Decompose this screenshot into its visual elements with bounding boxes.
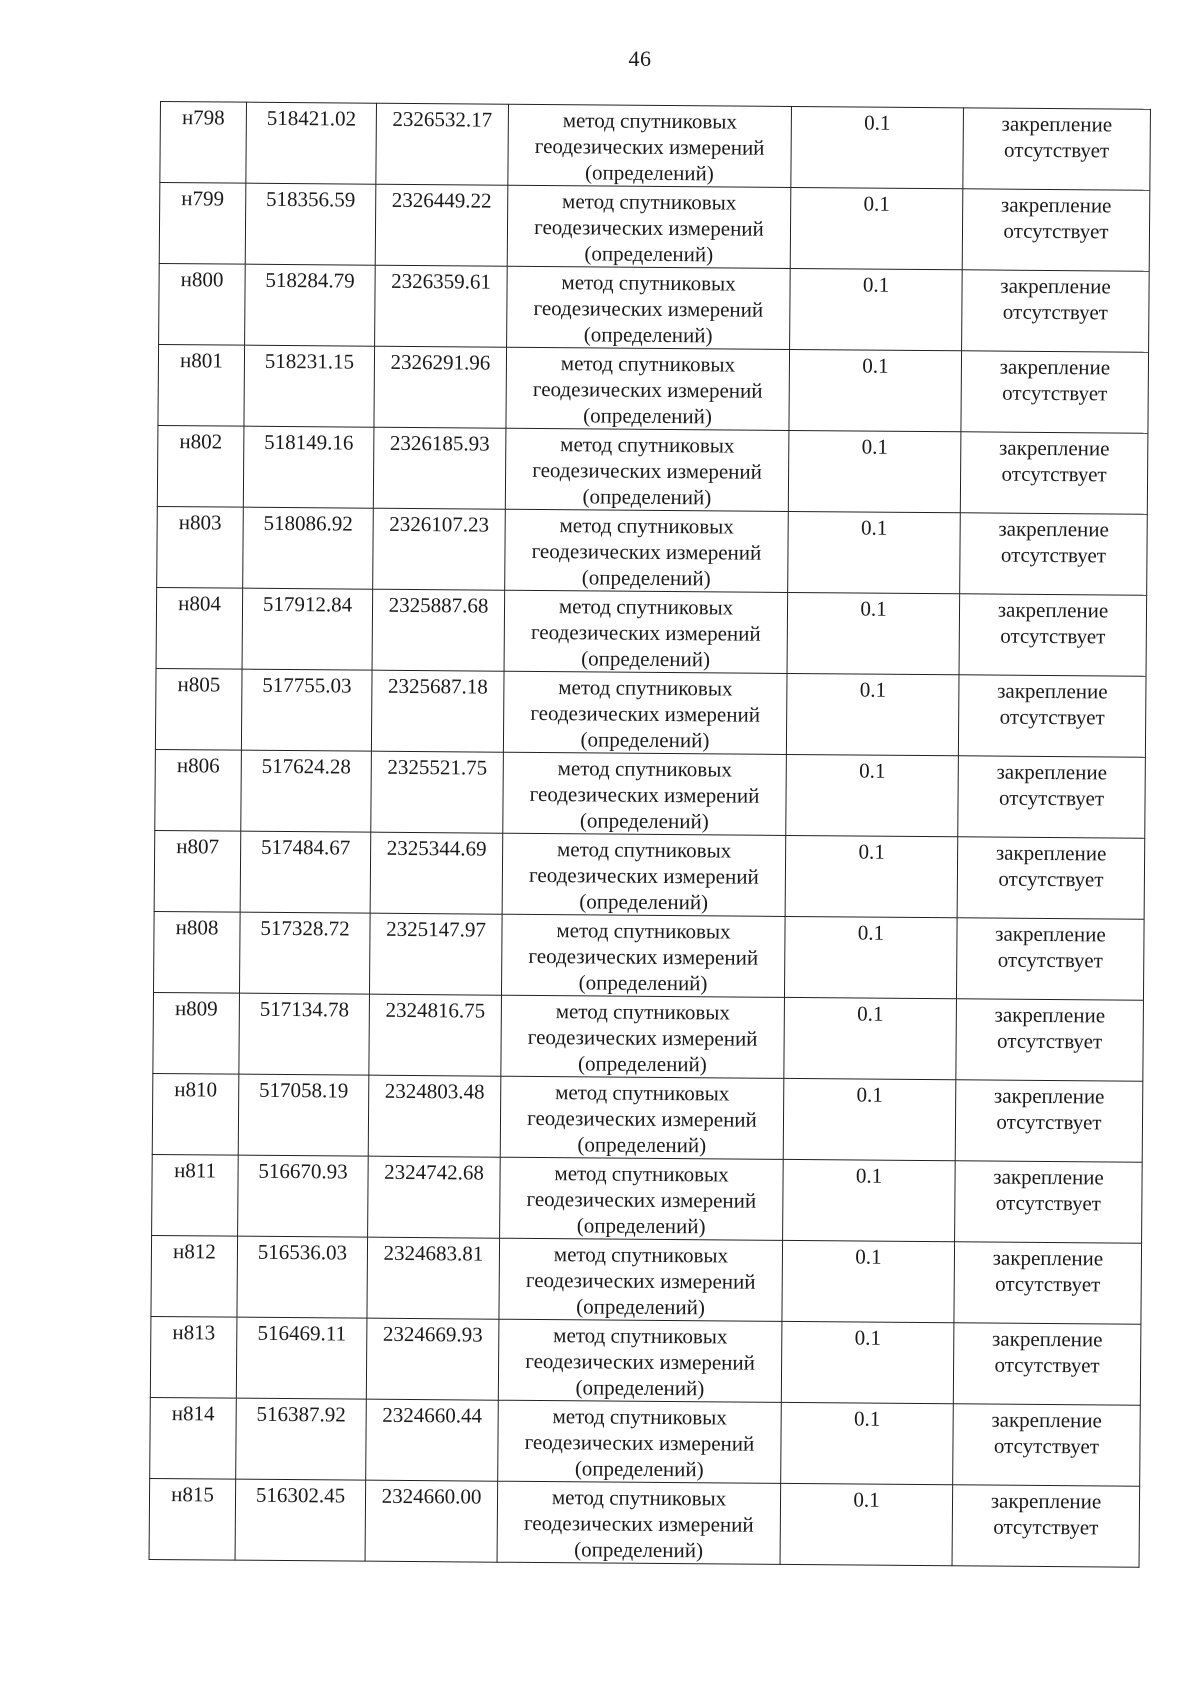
method-line: (определений) xyxy=(576,1294,706,1320)
method-line: геодезических измерений xyxy=(529,781,760,808)
method-line: (определений) xyxy=(579,808,709,834)
method-line: метод спутниковых xyxy=(553,1242,729,1268)
method-line: метод спутниковых xyxy=(556,837,732,863)
fixing-line: закрепление xyxy=(990,1488,1102,1514)
method-line: метод спутниковых xyxy=(556,918,731,944)
method-line: метод спутниковых xyxy=(555,1080,730,1106)
method-cell xyxy=(498,1400,782,1483)
method-cell xyxy=(505,509,789,592)
method-line: (определений) xyxy=(581,646,711,672)
fixing-line: отсутствует xyxy=(995,1271,1101,1297)
x-coordinate-cell: 518086.92 xyxy=(243,507,374,589)
x-coordinate-cell: 516302.45 xyxy=(235,1479,366,1561)
fixing-cell xyxy=(958,756,1146,838)
method-line: геодезических измерений xyxy=(526,1186,757,1213)
point-id-cell: н800 xyxy=(159,263,246,345)
method-line: геодезических измерений xyxy=(524,1429,755,1456)
fixing-cell xyxy=(955,1080,1143,1162)
method-line: геодезических измерений xyxy=(534,133,765,160)
table-row xyxy=(150,1397,1141,1486)
method-line: геодезических измерений xyxy=(527,1105,757,1132)
x-coordinate-cell: 518356.59 xyxy=(245,183,376,265)
fixing-line: отсутствует xyxy=(1002,299,1108,325)
point-id-cell: н813 xyxy=(150,1316,237,1398)
accuracy-cell: 0.1 xyxy=(790,268,963,350)
accuracy-cell: 0.1 xyxy=(780,1483,953,1565)
y-coordinate-cell: 2325147.97 xyxy=(369,913,502,995)
x-coordinate-cell: 516469.11 xyxy=(236,1317,367,1399)
y-coordinate-cell: 2326185.93 xyxy=(373,427,506,509)
table-row xyxy=(152,1154,1143,1243)
method-line: (определений) xyxy=(577,1051,707,1077)
table-row xyxy=(150,1316,1141,1405)
table-row xyxy=(158,344,1149,433)
x-coordinate-cell: 518149.16 xyxy=(243,426,374,508)
point-id-cell: н805 xyxy=(155,668,242,750)
fixing-line: закрепление xyxy=(993,1083,1105,1109)
method-line: геодезических измерений xyxy=(531,538,762,565)
point-id-cell: н808 xyxy=(153,911,240,993)
method-line: (определений) xyxy=(579,889,709,915)
method-line: метод спутниковых xyxy=(554,1161,729,1187)
method-line: (определений) xyxy=(574,1537,704,1563)
y-coordinate-cell: 2324816.75 xyxy=(369,994,502,1076)
y-coordinate-cell: 2325344.69 xyxy=(370,832,503,914)
method-line: (определений) xyxy=(581,565,711,591)
fixing-line: отсутствует xyxy=(1000,542,1107,568)
method-line: геодезических измерений xyxy=(529,862,759,889)
coordinates-table xyxy=(149,101,1151,1568)
method-cell xyxy=(502,833,786,916)
fixing-cell xyxy=(958,675,1146,757)
method-line: геодезических измерений xyxy=(534,214,764,241)
table-row xyxy=(156,587,1147,676)
table-row xyxy=(157,506,1148,595)
method-line: геодезических измерений xyxy=(525,1348,756,1375)
table-body xyxy=(149,102,1150,1568)
fixing-cell xyxy=(954,1242,1142,1324)
fixing-line: закрепление xyxy=(995,840,1107,866)
table-row xyxy=(160,102,1151,191)
point-id-cell: н814 xyxy=(150,1397,237,1479)
method-cell xyxy=(506,347,790,430)
y-coordinate-cell: 2325887.68 xyxy=(372,589,505,671)
point-id-cell: н807 xyxy=(154,830,241,912)
fixing-line: закрепление xyxy=(999,354,1111,380)
method-line: геодезических измерений xyxy=(530,619,761,646)
fixing-cell xyxy=(959,594,1147,676)
fixing-line: отсутствует xyxy=(994,1352,1100,1378)
method-line: геодезических измерений xyxy=(528,943,759,970)
fixing-line: отсутствует xyxy=(999,704,1105,730)
method-line: геодезических измерений xyxy=(530,700,761,727)
method-line: геодезических измерений xyxy=(532,457,763,484)
method-line: метод спутниковых xyxy=(553,1323,728,1349)
fixing-cell xyxy=(957,837,1145,919)
accuracy-cell: 0.1 xyxy=(785,835,958,917)
table-row xyxy=(159,183,1150,272)
method-cell xyxy=(505,428,789,511)
accuracy-cell: 0.1 xyxy=(783,1159,956,1241)
fixing-line: закрепление xyxy=(992,1245,1104,1271)
accuracy-cell: 0.1 xyxy=(788,430,961,512)
accuracy-cell: 0.1 xyxy=(783,1078,956,1160)
y-coordinate-cell: 2324742.68 xyxy=(368,1156,501,1238)
fixing-line: закрепление xyxy=(996,759,1108,785)
fixing-cell xyxy=(956,918,1144,1000)
x-coordinate-cell: 517484.67 xyxy=(240,831,371,913)
fixing-line: отсутствует xyxy=(1004,137,1110,163)
method-line: геодезических измерений xyxy=(525,1267,756,1294)
page-number: 46 xyxy=(628,46,652,71)
accuracy-cell: 0.1 xyxy=(791,106,964,188)
method-cell xyxy=(508,104,792,187)
accuracy-cell: 0.1 xyxy=(782,1240,955,1322)
method-line: метод спутниковых xyxy=(560,432,735,458)
fixing-line: закрепление xyxy=(997,597,1109,623)
y-coordinate-cell: 2324669.93 xyxy=(366,1318,499,1400)
method-cell xyxy=(504,590,788,673)
method-line: метод спутниковых xyxy=(560,351,736,377)
accuracy-cell: 0.1 xyxy=(786,754,959,836)
x-coordinate-cell: 518284.79 xyxy=(245,264,376,346)
fixing-cell xyxy=(961,351,1149,433)
method-line: (определений) xyxy=(574,1456,704,1482)
table-row xyxy=(152,1073,1143,1162)
table-row xyxy=(153,911,1144,1000)
method-line: метод спутниковых xyxy=(559,513,734,539)
fixing-line: отсутствует xyxy=(997,947,1103,973)
y-coordinate-cell: 2324660.44 xyxy=(366,1399,499,1481)
fixing-cell xyxy=(956,999,1144,1081)
fixing-line: закрепление xyxy=(1000,273,1111,299)
method-line: метод спутниковых xyxy=(551,1485,727,1511)
accuracy-cell: 0.1 xyxy=(790,187,963,269)
method-line: геодезических измерений xyxy=(533,295,764,322)
fixing-line: отсутствует xyxy=(1002,380,1108,406)
accuracy-cell: 0.1 xyxy=(784,916,957,998)
method-cell xyxy=(497,1481,781,1564)
table-row xyxy=(149,1478,1140,1567)
fixing-cell xyxy=(960,432,1148,514)
y-coordinate-cell: 2326107.23 xyxy=(373,508,506,590)
point-id-cell: н799 xyxy=(159,183,246,265)
y-coordinate-cell: 2325687.18 xyxy=(371,670,504,752)
table-row xyxy=(157,425,1148,514)
y-coordinate-cell: 2325521.75 xyxy=(371,751,504,833)
method-line: метод спутниковых xyxy=(558,594,734,620)
point-id-cell: н798 xyxy=(160,102,247,184)
accuracy-cell: 0.1 xyxy=(788,511,961,593)
fixing-line: закрепление xyxy=(994,1002,1106,1028)
fixing-line: отсутствует xyxy=(993,1433,1100,1459)
table-row xyxy=(159,263,1150,352)
y-coordinate-cell: 2324803.48 xyxy=(368,1075,501,1157)
method-cell xyxy=(503,671,787,754)
table-row xyxy=(153,992,1144,1081)
accuracy-cell: 0.1 xyxy=(781,1321,954,1403)
method-line: (определений) xyxy=(584,160,714,186)
fixing-line: закрепление xyxy=(995,921,1106,947)
point-id-cell: н812 xyxy=(151,1235,238,1317)
fixing-line: отсутствует xyxy=(1003,218,1109,244)
fixing-line: отсутствует xyxy=(998,866,1104,892)
fixing-line: отсутствует xyxy=(996,1109,1102,1135)
method-line: (определений) xyxy=(582,484,712,510)
fixing-line: закрепление xyxy=(997,678,1108,704)
method-line: геодезических измерений xyxy=(532,376,763,403)
x-coordinate-cell: 516536.03 xyxy=(237,1236,368,1318)
y-coordinate-cell: 2326532.17 xyxy=(376,103,509,185)
fixing-line: отсутствует xyxy=(1001,461,1107,487)
fixing-line: закрепление xyxy=(991,1326,1103,1352)
method-line: геодезических измерений xyxy=(527,1024,758,1051)
accuracy-cell: 0.1 xyxy=(781,1402,954,1484)
method-line: (определений) xyxy=(578,970,708,996)
method-line: (определений) xyxy=(583,322,713,348)
method-cell xyxy=(499,1238,783,1321)
point-id-cell: н815 xyxy=(149,1478,236,1560)
point-id-cell: н804 xyxy=(156,587,243,669)
fixing-cell xyxy=(955,1161,1143,1243)
point-id-cell: н802 xyxy=(157,425,244,507)
fixing-cell xyxy=(962,270,1150,352)
point-id-cell: н806 xyxy=(155,749,242,831)
method-line: метод спутниковых xyxy=(555,999,731,1025)
method-line: (определений) xyxy=(584,241,714,267)
x-coordinate-cell: 518231.15 xyxy=(244,345,375,427)
point-id-cell: н810 xyxy=(152,1073,239,1155)
accuracy-cell: 0.1 xyxy=(784,997,957,1079)
accuracy-cell: 0.1 xyxy=(789,349,962,431)
x-coordinate-cell: 517624.28 xyxy=(241,750,372,832)
fixing-line: отсутствует xyxy=(995,1190,1101,1216)
method-cell xyxy=(503,752,787,835)
table-row xyxy=(155,668,1146,757)
fixing-line: закрепление xyxy=(991,1407,1102,1433)
x-coordinate-cell: 517134.78 xyxy=(239,993,370,1075)
x-coordinate-cell: 517328.72 xyxy=(239,912,370,994)
point-id-cell: н809 xyxy=(153,992,240,1074)
method-line: (определений) xyxy=(583,403,713,429)
fixing-line: закрепление xyxy=(1000,192,1112,218)
table-row xyxy=(151,1235,1142,1324)
y-coordinate-cell: 2324660.00 xyxy=(365,1480,498,1562)
fixing-line: закрепление xyxy=(1001,111,1113,137)
point-id-cell: н801 xyxy=(158,344,245,426)
method-line: метод спутниковых xyxy=(552,1404,727,1430)
y-coordinate-cell: 2326449.22 xyxy=(375,184,508,266)
accuracy-cell: 0.1 xyxy=(787,592,960,674)
method-cell xyxy=(500,1157,784,1240)
fixing-line: отсутствует xyxy=(1000,623,1106,649)
x-coordinate-cell: 517755.03 xyxy=(241,669,372,751)
fixing-cell xyxy=(962,189,1150,271)
fixing-line: закрепление xyxy=(998,516,1109,542)
x-coordinate-cell: 516670.93 xyxy=(238,1155,369,1237)
method-cell xyxy=(501,914,785,997)
x-coordinate-cell: 517912.84 xyxy=(242,588,373,670)
method-line: (определений) xyxy=(575,1375,705,1401)
x-coordinate-cell: 518421.02 xyxy=(246,102,377,184)
fixing-line: отсутствует xyxy=(998,785,1105,811)
method-line: (определений) xyxy=(577,1132,707,1158)
method-line: метод спутниковых xyxy=(557,756,732,782)
method-line: (определений) xyxy=(576,1213,706,1239)
method-cell xyxy=(500,1076,784,1159)
table-row xyxy=(155,749,1146,838)
fixing-cell xyxy=(963,108,1151,190)
fixing-cell xyxy=(960,513,1148,595)
fixing-line: закрепление xyxy=(993,1164,1104,1190)
y-coordinate-cell: 2326291.96 xyxy=(374,346,507,428)
method-line: геодезических измерений xyxy=(523,1510,754,1537)
fixing-line: закрепление xyxy=(998,435,1110,461)
x-coordinate-cell: 516387.92 xyxy=(236,1398,367,1480)
method-cell xyxy=(498,1319,782,1402)
point-id-cell: н811 xyxy=(152,1154,239,1236)
point-id-cell: н803 xyxy=(157,506,244,588)
method-line: метод спутниковых xyxy=(561,270,736,296)
method-line: метод спутниковых xyxy=(558,675,733,701)
x-coordinate-cell: 517058.19 xyxy=(238,1074,369,1156)
table-row xyxy=(154,830,1145,919)
fixing-line: отсутствует xyxy=(993,1514,1099,1540)
y-coordinate-cell: 2324683.81 xyxy=(367,1237,500,1319)
fixing-cell xyxy=(953,1323,1141,1405)
accuracy-cell: 0.1 xyxy=(786,673,959,755)
method-line: метод спутниковых xyxy=(562,108,738,134)
fixing-line: отсутствует xyxy=(997,1028,1103,1054)
method-line: метод спутниковых xyxy=(562,189,737,215)
method-cell xyxy=(507,185,791,268)
fixing-cell xyxy=(953,1404,1141,1486)
method-line: (определений) xyxy=(580,727,710,753)
fixing-cell xyxy=(952,1485,1140,1567)
method-cell xyxy=(501,995,785,1078)
y-coordinate-cell: 2326359.61 xyxy=(375,265,508,347)
method-cell xyxy=(507,266,791,349)
